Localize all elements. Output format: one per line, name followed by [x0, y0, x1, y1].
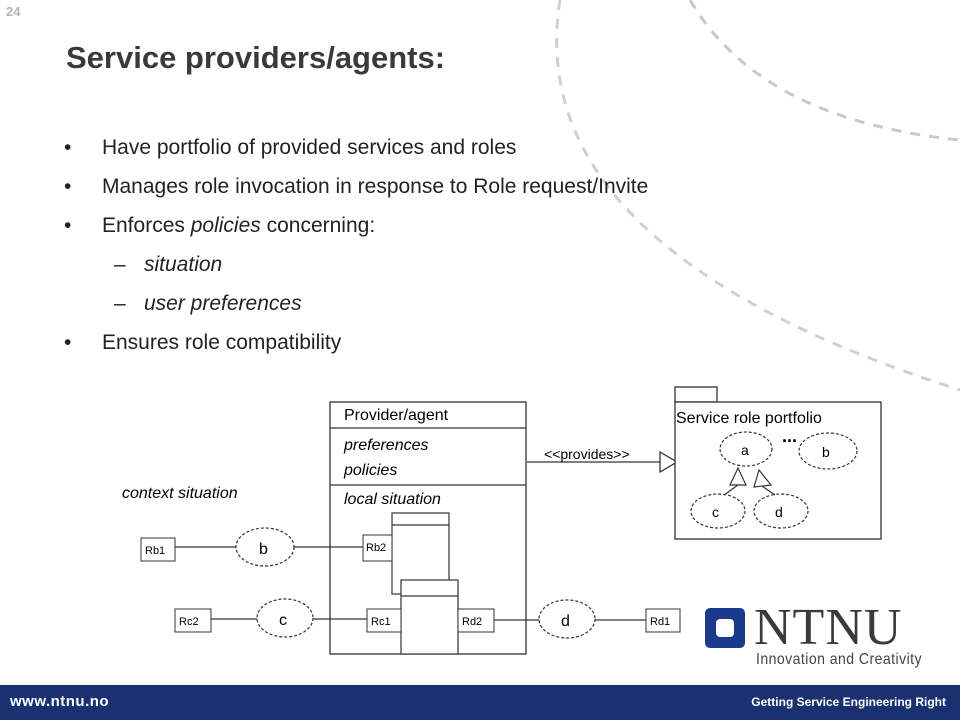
bullet-text: concerning: — [260, 214, 376, 237]
ntnu-logo-text: NTNU — [754, 599, 903, 656]
role-box-cd — [401, 580, 458, 654]
preferences-label: preferences — [344, 437, 429, 454]
local-situation-label: local situation — [344, 491, 441, 508]
svg-text:Rb1: Rb1 — [145, 545, 166, 557]
policies-label: policies — [344, 462, 398, 479]
bullet-item: • Ensures role compatibility — [64, 323, 864, 362]
svg-text:Rb2: Rb2 — [366, 542, 387, 554]
bullet-item: • Manages role invocation in response to Role request/Invite — [64, 167, 864, 206]
svg-text:Rc2: Rc2 — [179, 616, 199, 628]
bullet-text: Enforces — [102, 214, 191, 237]
svg-text:Rd2: Rd2 — [462, 616, 483, 628]
svg-text:Rd1: Rd1 — [650, 616, 671, 628]
svg-text:c: c — [279, 612, 287, 629]
ntnu-logo-square — [705, 608, 747, 648]
footer-url-link[interactable]: www.ntnu.no — [10, 693, 110, 710]
sub-bullet-item: – user preferences — [64, 284, 864, 323]
slide-title: Service providers/agents: — [66, 40, 446, 75]
bullet-item: • Have portfolio of provided services and roles — [64, 128, 864, 167]
svg-text:b: b — [259, 541, 268, 558]
svg-text:Rc1: Rc1 — [371, 616, 391, 628]
svg-text:d: d — [561, 613, 570, 630]
portfolio-ellipsis: ... — [782, 426, 798, 446]
svg-text:b: b — [822, 444, 830, 460]
svg-text:c: c — [712, 504, 719, 520]
svg-text:d: d — [775, 504, 783, 520]
provides-label: <<provides>> — [544, 446, 630, 462]
provider-title: Provider/agent — [344, 407, 449, 424]
sub-bullet-item: – situation — [64, 245, 864, 284]
portfolio-title: Service role portfolio — [676, 410, 822, 427]
slide-number: 24 — [6, 4, 21, 19]
ntnu-tagline: Innovation and Creativity — [756, 651, 922, 668]
svg-text:a: a — [741, 442, 749, 458]
package-tab — [675, 387, 717, 402]
context-situation-label: context situation — [122, 485, 238, 502]
footer-tagline: Getting Service Engineering Right — [751, 695, 946, 709]
bullet-emphasis: policies — [190, 214, 261, 237]
